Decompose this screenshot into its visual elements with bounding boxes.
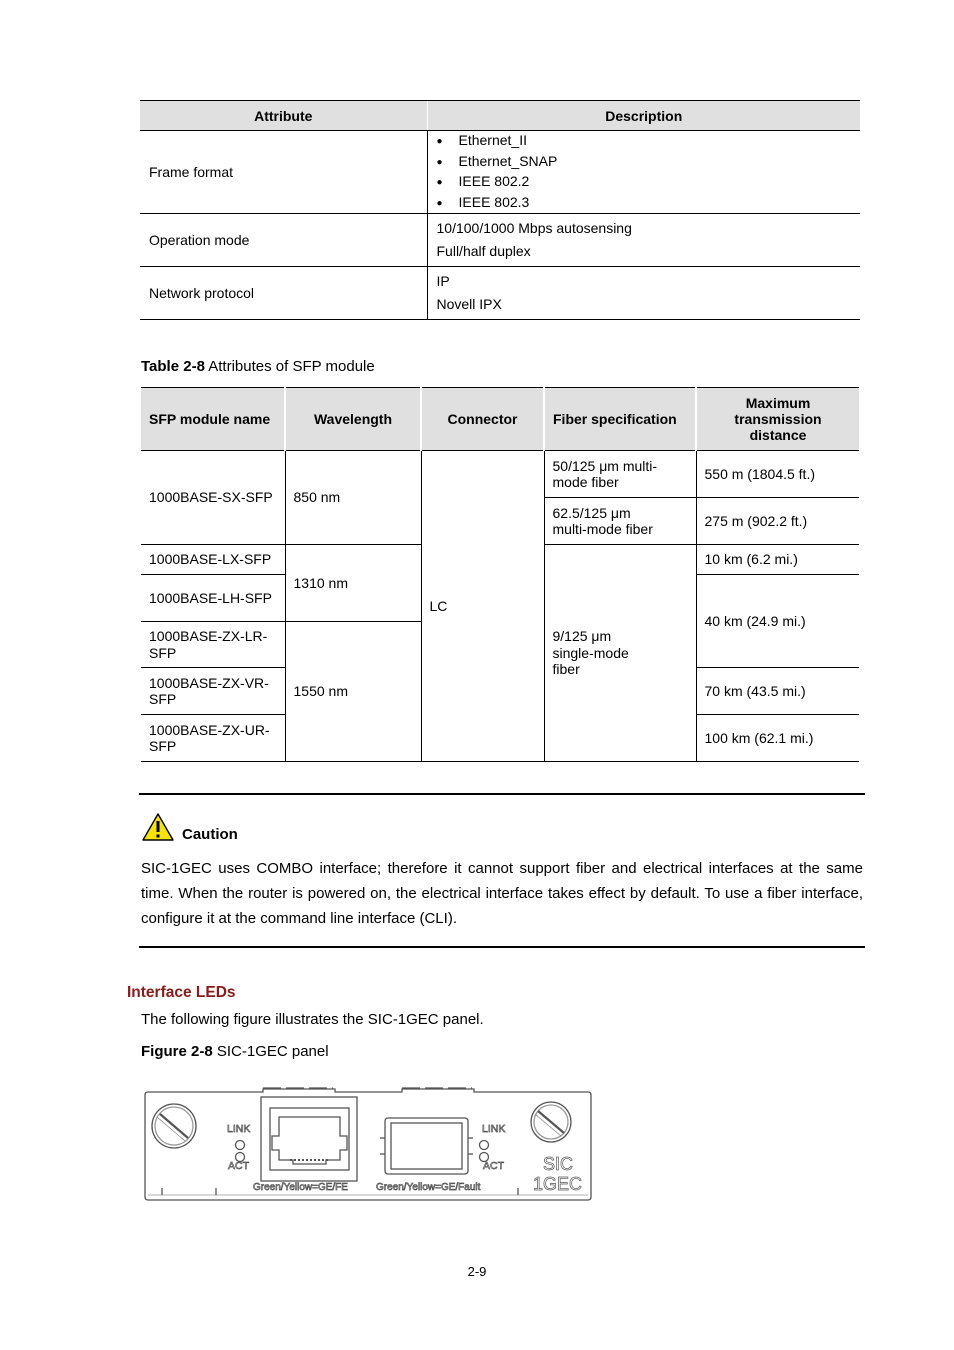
left-link-label: LINK [227, 1123, 251, 1135]
list-item: ● Ethernet_SNAP [437, 152, 861, 173]
ge-fe-legend: Green/Yellow=GE/FE [253, 1182, 348, 1193]
sic-1gec-panel-figure [140, 1080, 596, 1206]
caution-text: SIC-1GEC uses COMBO interface; therefore it cannot support fiber and electrical interfaces at the same time. When the router is powered on, the electrical interface takes effect by default. To use a fiber interface, configure it at the command line interface (CLI). [141, 860, 863, 927]
right-act-label: ACT [483, 1160, 504, 1172]
column-header: Maximum transmission distance [696, 388, 859, 451]
right-link-label: LINK [482, 1123, 506, 1135]
table-header-row [141, 388, 859, 451]
column-header: Fiber specification [544, 388, 696, 451]
figure-caption-label: Figure 2-8 [141, 1043, 213, 1060]
distance-cell: 40 km (24.9 mi.) [696, 575, 859, 668]
description-line: Full/half duplex [436, 243, 531, 259]
sfp-module-table [141, 387, 859, 762]
figure-caption [141, 1043, 329, 1060]
caution-top-rule [139, 793, 865, 795]
table-row [140, 214, 860, 267]
column-header: Wavelength [285, 388, 421, 451]
module-name-cell: 1000BASE-ZX-VR-SFP [141, 668, 285, 715]
distance-cell: 275 m (902.2 ft.) [696, 498, 859, 545]
warning-icon [141, 812, 175, 842]
column-header: Description [427, 101, 860, 131]
description-line: IP [436, 273, 450, 289]
module-name-cell: 1000BASE-LX-SFP [141, 545, 285, 575]
attribute-cell: Operation mode [140, 214, 427, 267]
wavelength-cell: 850 nm [285, 451, 421, 545]
column-header: Attribute [140, 101, 427, 131]
attribute-cell: Frame format [140, 131, 427, 214]
table-row [140, 131, 860, 214]
model-label-line2: 1GEC [533, 1174, 583, 1194]
table-header-row [140, 101, 860, 131]
column-header: Connector [421, 388, 544, 451]
list-item: ● IEEE 802.2 [437, 172, 861, 193]
table-caption [141, 358, 375, 375]
section-heading: Interface LEDs [127, 984, 236, 1001]
module-name-cell: 1000BASE-LH-SFP [141, 575, 285, 622]
distance-cell: 70 km (43.5 mi.) [696, 668, 859, 715]
frame-format-list [437, 131, 861, 213]
wavelength-cell: 1310 nm [285, 545, 421, 622]
figure-caption-text: SIC-1GEC panel [212, 1043, 329, 1060]
connector-cell: LC [421, 451, 544, 762]
description-line: Novell IPX [436, 296, 502, 312]
distance-cell: 10 km (6.2 mi.) [696, 545, 859, 575]
list-item: ● Ethernet_II [437, 131, 861, 152]
module-name-cell: 1000BASE-ZX-UR-SFP [141, 715, 285, 762]
description-cell [427, 131, 860, 214]
table-row [141, 451, 859, 498]
fiber-cell: 50/125 μm multi-mode fiber [544, 451, 696, 498]
module-name-cell: 1000BASE-ZX-LR-SFP [141, 622, 285, 668]
section-intro: The following figure illustrates the SIC-1GEC panel. [141, 1011, 484, 1028]
wavelength-cell: 1550 nm [285, 622, 421, 762]
table-row [140, 267, 860, 320]
page-number: 2-9 [467, 1264, 487, 1279]
attribute-cell: Network protocol [140, 267, 427, 320]
description-cell [427, 214, 860, 267]
left-act-label: ACT [228, 1160, 249, 1172]
table-caption-text: Attributes of SFP module [204, 358, 375, 375]
attributes-table [140, 100, 860, 320]
description-line: 10/100/1000 Mbps autosensing [436, 220, 632, 236]
fiber-cell: 62.5/125 μm multi-mode fiber [544, 498, 696, 545]
description-cell [427, 267, 860, 320]
caution-title: Caution [182, 826, 238, 843]
column-header: SFP module name [141, 388, 285, 451]
ge-fault-legend: Green/Yellow=GE/Fault [376, 1182, 481, 1193]
distance-cell: 100 km (62.1 mi.) [696, 715, 859, 762]
model-label-line1: SIC [543, 1154, 574, 1174]
distance-cell: 550 m (1804.5 ft.) [696, 451, 859, 498]
fiber-cell: 9/125 μm single-mode fiber [544, 545, 696, 762]
caution-bottom-rule [139, 946, 865, 948]
table-caption-label: Table 2-8 [141, 358, 205, 375]
module-name-cell: 1000BASE-SX-SFP [141, 451, 285, 545]
list-item: ● IEEE 802.3 [437, 193, 861, 214]
